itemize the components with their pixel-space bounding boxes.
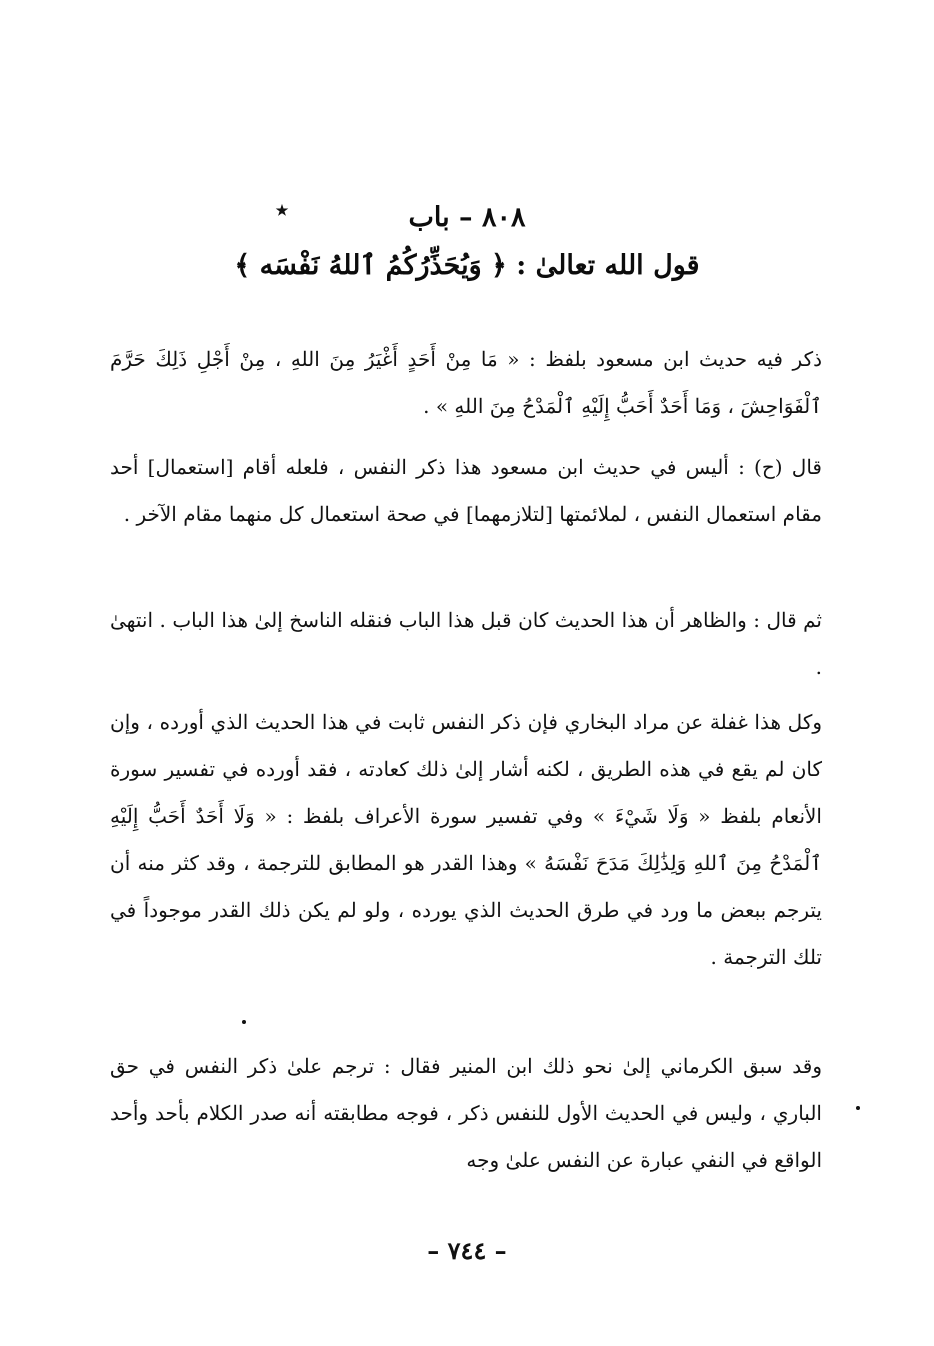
paragraph-2: قال (ح) : أليس في حديث ابن مسعود هذا ذكر النفس ، فلعله أقام [استعمال] أحد مقام استعمال النفس ، لملائمتها [لتلازمهما] في صحة استعمال كل منهما مقام الآخر . <box>110 455 822 526</box>
chapter-title: قول الله تعالىٰ : ﴿ وَيُحَذِّرُكُمُ ٱللهُ نَفْسَه ﴾ <box>234 250 700 281</box>
paragraph-4: وكل هذا غفلة عن مراد البخاري فإن ذكر النفس ثابت في هذا الحديث الذي أورده ، وإن كان لم يقع في هذه الطريق ، لكنه أشار إلىٰ ذلك كعادته ، فقد أورده في تفسير سورة الأنعام بلفظ « وَلَا شَيْءَ » وفي تفسير سورة الأعراف بلفظ : « وَلَا أَحَدٌ أَحَبُّ إِلَيْهِ ٱلْمَدْحُ مِنَ ٱللهِ وَلِذَٰلِكَ مَدَحَ نَفْسَهُ » وهذا القدر هو المطابق للترجمة ، وقد كثر منه أن يترجم ببعض ما ورد في طرق الحديث الذي يورده ، ولو لم يكن ذلك القدر موجوداً في تلك الترجمة . <box>110 710 822 969</box>
margin-mark: ٭ <box>276 197 288 223</box>
paragraph-1: ذكر فيه حديث ابن مسعود بلفظ : « مَا مِنْ أَحَدٍ أَغْيَرُ مِنَ اللهِ ، مِنْ أَجْلِ ذَلِكَ حَرَّمَ ٱلْفَوَاحِشَ ، وَمَا أَحَدٌ أَحَبُّ إِلَيْهِ ٱلْمَدْحُ مِنَ اللهِ » . <box>110 347 822 418</box>
paragraph-3: ثم قال : والظاهر أن هذا الحديث كان قبل هذا الباب فنقله الناسخ إلىٰ هذا الباب . انتهىٰ . <box>110 608 822 679</box>
chapter-number: ٨٠٨ – باب <box>408 202 526 233</box>
paragraph-5: وقد سبق الكرماني إلىٰ نحو ذلك ابن المنير فقال : ترجم علىٰ ذكر النفس في حق الباري ، وليس في الحديث الأول للنفس ذكر ، فوجه مطابقته أنه صدر الكلام بأحد وأحد الواقع في النفي عبارة عن النفس علىٰ وجه <box>110 1054 822 1172</box>
page-number: – ٧٤٤ – <box>427 1236 507 1265</box>
print-speck <box>242 1020 246 1024</box>
print-speck <box>856 1106 860 1110</box>
